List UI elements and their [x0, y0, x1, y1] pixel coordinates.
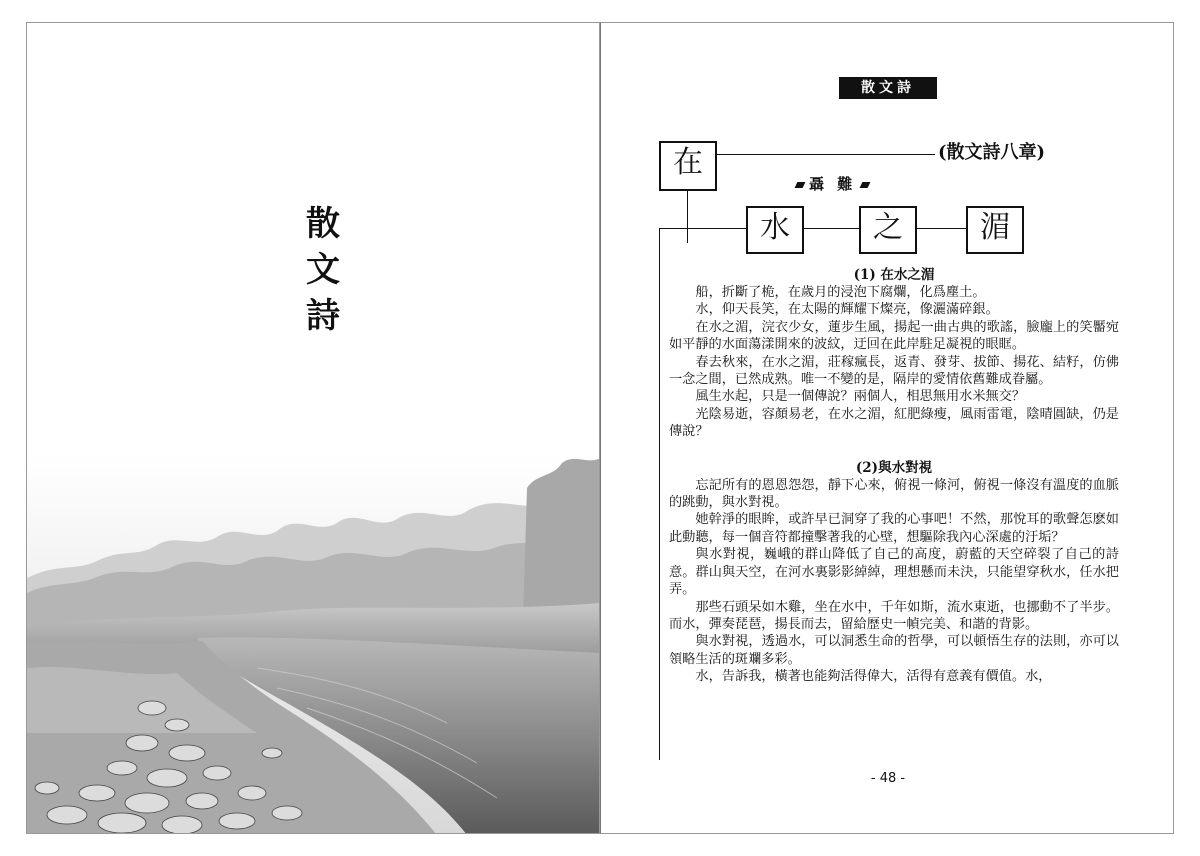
right-page [600, 22, 1174, 834]
paragraph: 船，折斷了桅，在歲月的浸泡下腐爛，化爲塵土。 [695, 285, 986, 300]
paragraph: 那些石頭呆如木雞，坐在水中，千年如斯，流水東逝，也挪動不了半步。而水，彈奏琵琶，揚長而去，留給歷史一幀完美、和諧的背影。 [669, 599, 1119, 632]
paragraph: 忘記所有的恩恩怨怨，靜下心來，俯視一條河，俯視一條沒有溫度的血脈的跳動，與水對視。 [669, 477, 1119, 511]
connector-line [687, 191, 688, 243]
author-mark-icon [860, 182, 871, 188]
title-char: 文 [306, 250, 340, 290]
connector-line [659, 228, 660, 760]
river-landscape-illustration [27, 453, 600, 834]
author-mark-icon [795, 182, 806, 188]
author-line [791, 173, 874, 194]
paragraph: 春去秋來，在水之湄，莊稼瘋長，返青、發芽、拔節、揚花、結籽，仿佛一念之間，已然成熟。唯一不變的是，隔岸的愛情依舊難成眷屬。 [669, 354, 1119, 388]
connector-line [804, 228, 859, 229]
author-name: 聶 難 [809, 175, 857, 193]
section-heading: (1) 在水之湄 [853, 267, 935, 283]
title-box: 水 [746, 206, 804, 254]
title-char: 散 [306, 204, 340, 244]
paragraph: 水，告訴我，橫著也能夠活得偉大，活得有意義有價值。水， [695, 669, 1052, 685]
title-box: 在 [659, 141, 717, 191]
connector-line [717, 154, 935, 155]
section-tag: 散文詩 [839, 77, 937, 99]
title-char: 詩 [306, 296, 340, 336]
left-page [26, 22, 600, 834]
title-box: 之 [859, 206, 917, 254]
paragraph: 與水對視，巍峨的群山降低了自己的高度，蔚藍的天空碎裂了自己的詩意。群山與天空，在河水裏影影綽綽，理想懸而未決，只能望穿秋水，任水把弄。 [669, 547, 1119, 598]
section-heading: (2)與水對視 [855, 459, 933, 476]
page-number: - 48 - [870, 771, 906, 786]
connector-line [917, 228, 966, 229]
title-box: 湄 [966, 206, 1024, 254]
paragraph: 與水對視，透過水，可以洞悉生命的哲學，可以頓悟生存的法則，亦可以領略生活的斑斕多彩。 [669, 634, 1119, 667]
paragraph: 光陰易逝，容顏易老，在水之湄，紅肥綠瘦，風雨雷電，陰晴圓缺，仍是傳說？ [669, 406, 1119, 440]
vertical-title [301, 201, 345, 339]
paragraph: 風生水起，只是一個傳說？兩個人，相思無用水米無交？ [695, 389, 1026, 405]
paragraph: 水，仰天長笑，在太陽的輝耀下燦亮，像灑滿碎銀。 [695, 302, 999, 318]
article-body [669, 266, 1119, 686]
connector-line [659, 228, 746, 229]
paragraph: 在水之湄，浣衣少女，蓮步生風，揚起一曲古典的歌謠，臉龐上的笑靨宛如平靜的水面蕩漾開來的波紋，迂回在此岸駐足凝視的眼眶。 [669, 319, 1119, 353]
subtitle: (散文詩八章) [938, 142, 1046, 163]
paragraph: 她幹淨的眼眸，或許早已洞穿了我的心事吧！不然，那悅耳的歌聲怎麽如此動聽，每一個音符都撞擊著我的心壁，想驅除我內心深處的汙垢？ [669, 512, 1119, 545]
